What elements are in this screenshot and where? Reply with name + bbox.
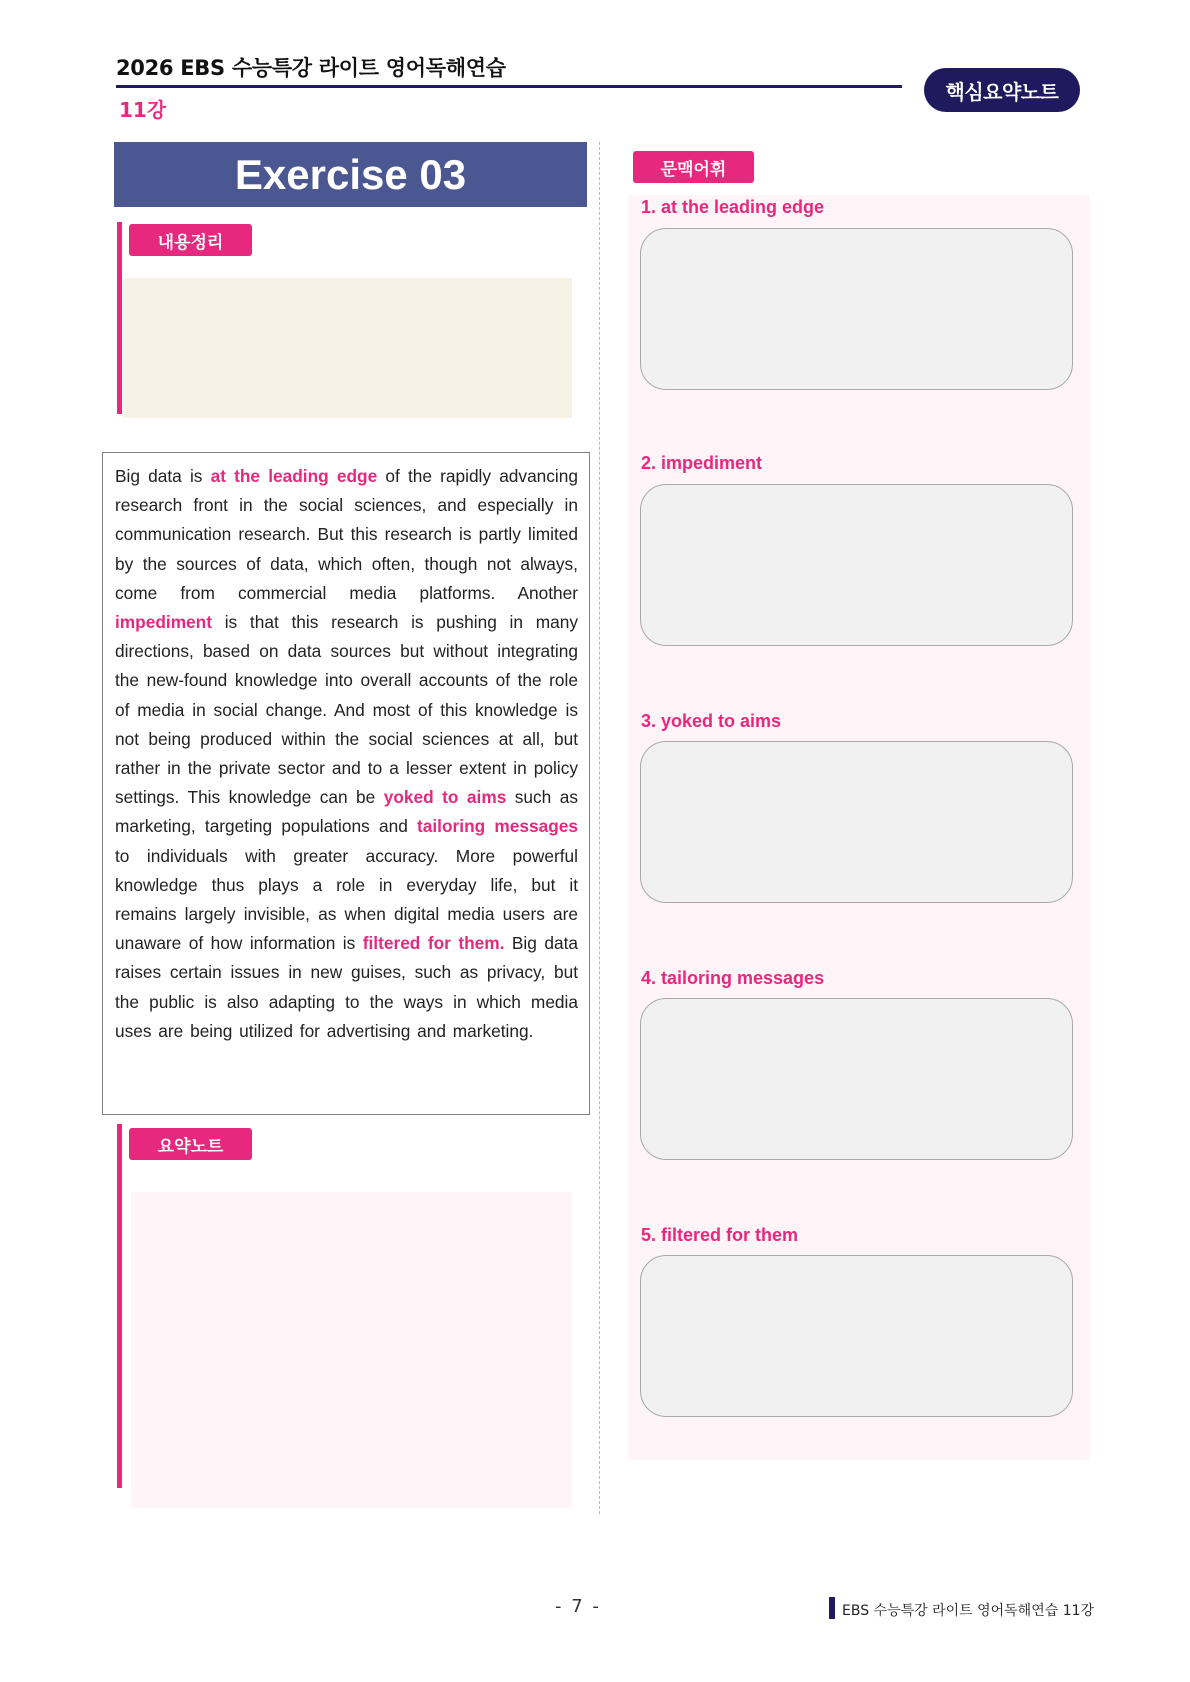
highlighted-term: tailoring messages (417, 816, 578, 837)
lesson-label: 11강 (119, 98, 167, 122)
footer-text: EBS 수능특강 라이트 영어독해연습 11강 (842, 1603, 1095, 1619)
footer-mark (829, 1597, 835, 1619)
vocab-item-title: 1. at the leading edge (641, 197, 825, 217)
vocab-answer-box[interactable] (640, 484, 1073, 646)
passage-text (115, 462, 578, 1046)
highlighted-term: filtered for them. (362, 933, 505, 954)
core-note-badge: 핵심요약노트 (924, 68, 1080, 112)
summary-side-bar (117, 222, 122, 414)
vocab-answer-box[interactable] (640, 998, 1073, 1160)
vocab-item-title: 5. filtered for them (641, 1225, 799, 1245)
passage-box (102, 452, 590, 1115)
highlighted-term: yoked to aims (383, 787, 507, 808)
vocab-tag: 문맥어휘 (633, 151, 754, 183)
passage-segment: Big data raises certain issues in new guises, such as privacy, but the public is also adapting to the ways in which media uses are being utilized for advertising and marketing. (115, 933, 578, 1041)
page-number: - 7 - (555, 1596, 601, 1617)
vocab-item-title: 3. yoked to aims (641, 711, 782, 731)
vocab-answer-box[interactable] (640, 228, 1073, 390)
passage-segment: such as marketing, targeting populations and (115, 787, 578, 837)
passage-segment: is that this research is pushing in many directions, based on data sources but without integrating the new-found knowledge into overall accounts of the role of media in social change. And most of this knowledge is not being produced within the social sciences at all, but rather in the private sector and to a lesser extent in policy settings. This knowledge can be (115, 612, 578, 808)
vocab-answer-box[interactable] (640, 1255, 1073, 1417)
note-writing-area[interactable] (131, 1192, 572, 1508)
exercise-title: Exercise 03 (114, 142, 587, 207)
passage-segment: of the rapidly advancing research front in the social sciences, and especially in communication research. But this research is partly limited by the sources of data, which often, though not always, come from commercial media platforms. Another (115, 466, 578, 603)
summary-tag: 내용정리 (129, 224, 252, 256)
note-tag: 요약노트 (129, 1128, 252, 1160)
vocab-answer-box[interactable] (640, 741, 1073, 903)
column-divider (599, 142, 600, 1514)
vocab-item-title: 2. impediment (641, 453, 763, 473)
vocab-item-title: 4. tailoring messages (641, 968, 825, 988)
book-title: 2026 EBS 수능특강 라이트 영어독해연습 (116, 56, 506, 80)
highlighted-term: at the leading edge (210, 466, 378, 486)
header-rule (116, 85, 902, 88)
passage-segment: to individuals with greater accuracy. More powerful knowledge thus plays a role in everyday life, but it remains largely invisible, as when digital media users are unaware of how information is (115, 845, 578, 954)
passage-segment: Big data is (115, 466, 211, 486)
note-side-bar (117, 1124, 122, 1488)
highlighted-term: impediment (115, 612, 212, 633)
summary-writing-area[interactable] (123, 278, 572, 418)
